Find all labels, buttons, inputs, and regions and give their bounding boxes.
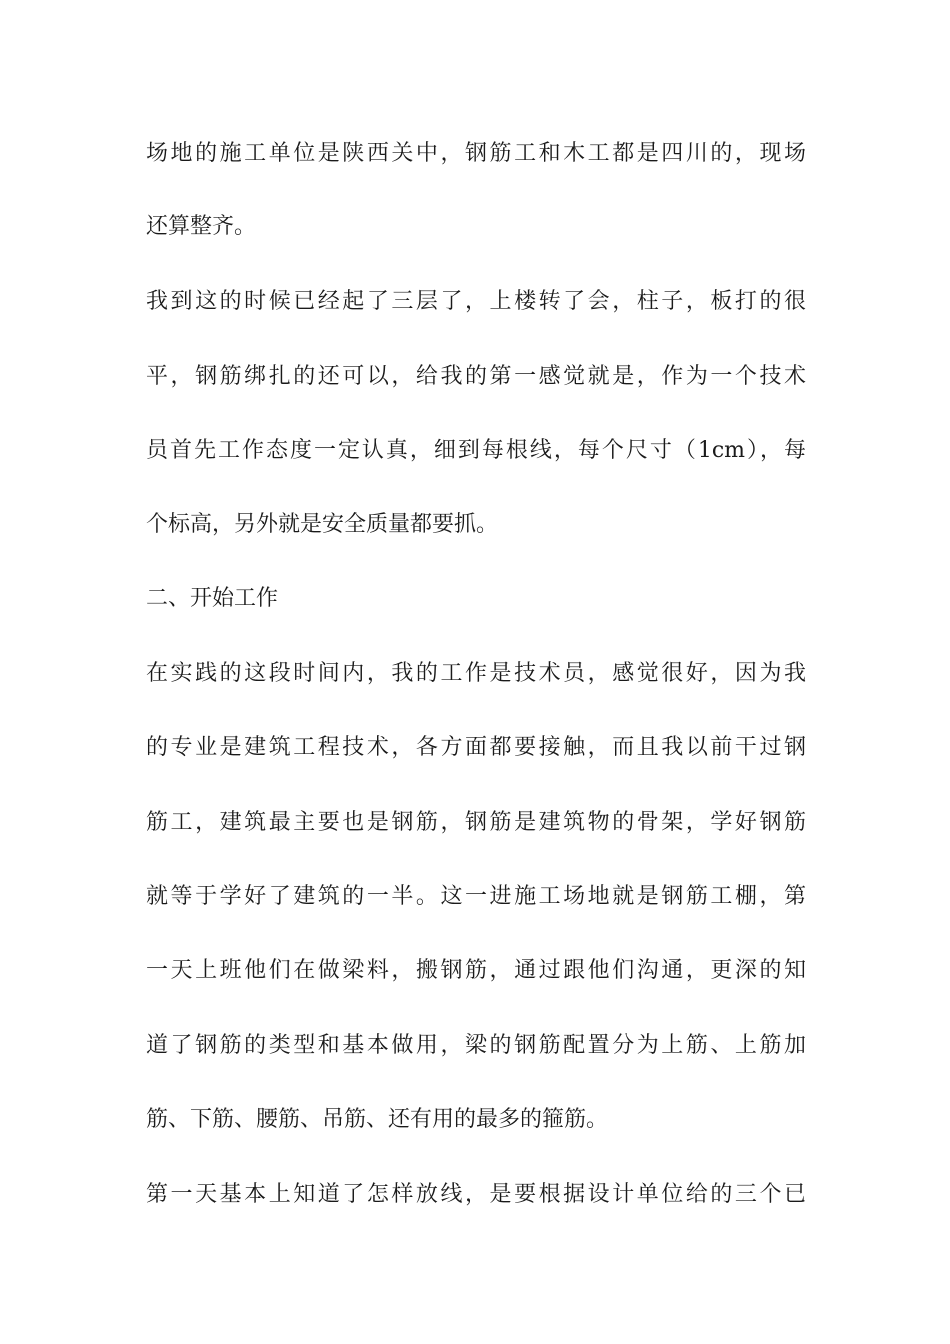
text-line: 场地的施工单位是陕西关中，钢筋工和木工都是四川的，现场 [146,141,806,166]
section-heading: 二、开始工作 [146,586,279,611]
text-line: 我到这的时候已经起了三层了，上楼转了会，柱子，板打的很 [146,289,806,314]
text-line: 一天上班他们在做梁料，搬钢筋，通过跟他们沟通，更深的知 [146,958,806,983]
text-line: 员首先工作态度一定认真，细到每根线，每个尺寸（1cm），每 [146,438,806,463]
text-line: 道了钢筋的类型和基本做用，梁的钢筋配置分为上筋、上筋加 [146,1033,806,1058]
text-line: 的专业是建筑工程技术，各方面都要接触，而且我以前干过钢 [146,735,806,760]
text-line: 就等于学好了建筑的一半。这一进施工场地就是钢筋工棚，第 [146,884,806,909]
text-line: 个标高，另外就是安全质量都要抓。 [146,512,499,537]
text-line: 第一天基本上知道了怎样放线，是要根据设计单位给的三个已 [146,1182,806,1207]
text-line: 在实践的这段时间内，我的工作是技术员，感觉很好，因为我 [146,661,806,686]
text-line: 还算整齐。 [146,214,257,239]
text-line: 筋、下筋、腰筋、吊筋、还有用的最多的箍筋。 [146,1107,609,1132]
text-line: 平，钢筋绑扎的还可以，给我的第一感觉就是，作为一个技术 [146,364,806,389]
text-line: 筋工，建筑最主要也是钢筋，钢筋是建筑物的骨架，学好钢筋 [146,810,806,835]
